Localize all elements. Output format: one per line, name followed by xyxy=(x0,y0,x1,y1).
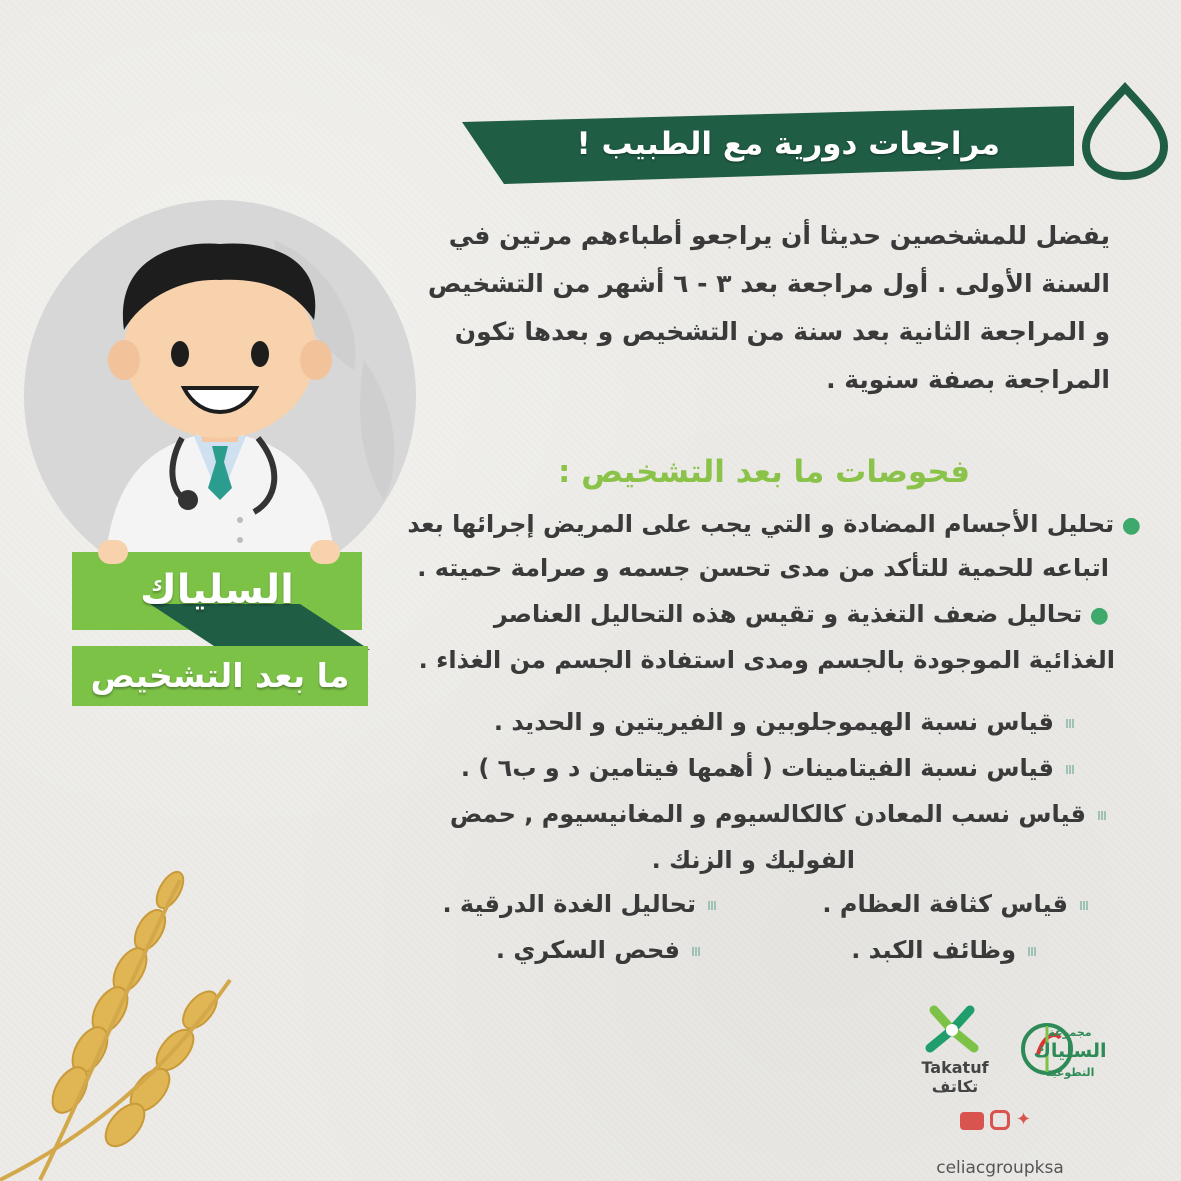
test-text: تحاليل الغدة الدرقية . xyxy=(442,890,696,918)
section-heading: فحوصات ما بعد التشخيص : xyxy=(557,454,970,490)
group-top-label: مجموعة xyxy=(1048,1026,1092,1039)
instagram-icon[interactable] xyxy=(990,1110,1010,1130)
wheat-decoration-icon xyxy=(0,860,260,1181)
list-item-continuation: اتباعه للحمية للتأكد من مدى تحسن جسمه و صرامة حميته . xyxy=(417,554,1109,582)
test-item xyxy=(421,886,721,922)
takatuf-logo-icon xyxy=(920,1000,984,1060)
square-bullet-icon xyxy=(692,947,701,956)
square-bullet-icon xyxy=(708,901,717,910)
list-item xyxy=(409,596,1109,634)
takatuf-en: Takatuf xyxy=(921,1058,989,1077)
youtube-icon[interactable] xyxy=(960,1112,984,1130)
bullet-icon: ● xyxy=(1114,513,1141,538)
doctor-illustration-circle xyxy=(24,200,416,592)
test-item xyxy=(465,932,705,968)
test-text: فحص السكري . xyxy=(495,936,680,964)
takatuf-logo-text xyxy=(900,1058,1010,1096)
social-icons xyxy=(960,1110,1040,1134)
ribbon-subtitle: ما بعد التشخيص xyxy=(90,656,350,695)
intro-line: و المراجعة الثانية بعد سنة من التشخيص و بعدها تكون xyxy=(454,317,1110,346)
test-text: قياس نسب المعادن كالكالسيوم و المغانيسيوم , حمض xyxy=(449,800,1086,828)
ribbon-title: السلياك xyxy=(140,567,294,613)
test-item xyxy=(821,932,1041,968)
list-item-continuation: الغذائية الموجودة بالجسم ومدى استفادة الجسم من الغذاء . xyxy=(418,646,1115,674)
square-bullet-icon xyxy=(1066,719,1075,728)
test-item xyxy=(429,704,1079,740)
square-bullet-icon xyxy=(1066,765,1075,774)
test-item xyxy=(411,796,1111,832)
bullet-text: تحاليل ضعف التغذية و تقيس هذه التحاليل العناصر xyxy=(493,600,1083,628)
hand-right xyxy=(310,540,340,564)
square-bullet-icon xyxy=(1080,901,1089,910)
bullet-icon: ● xyxy=(1082,603,1109,628)
test-item xyxy=(429,750,1079,786)
square-bullet-icon xyxy=(1028,947,1037,956)
test-item-continuation: الفوليك و الزنك . xyxy=(651,846,855,874)
doctor-icon xyxy=(24,200,416,592)
test-text: قياس كثافة العظام . xyxy=(822,890,1068,918)
group-name: السلياك xyxy=(1033,1040,1107,1062)
header-title: مراجعات دورية مع الطبيب ! xyxy=(576,126,1000,162)
intro-paragraph xyxy=(420,212,1110,404)
takatuf-ar: تكاتف xyxy=(931,1077,979,1096)
test-text: قياس نسبة الفيتامينات ( أهمها فيتامين د و ب٦ ) . xyxy=(460,754,1054,782)
hand-left xyxy=(98,540,128,564)
twitter-icon[interactable]: ✦ xyxy=(1016,1109,1032,1130)
test-item xyxy=(813,886,1093,922)
social-handle[interactable]: celiacgroupksa xyxy=(936,1158,1064,1178)
group-sub-label: التطوعية xyxy=(1045,1066,1095,1079)
test-text: وظائف الكبد . xyxy=(851,936,1016,964)
intro-line: السنة الأولى . أول مراجعة بعد ٣ - ٦ أشهر من التشخيص xyxy=(427,269,1110,298)
list-item xyxy=(401,506,1141,544)
number-badge xyxy=(1080,80,1170,180)
test-text: قياس نسبة الهيموجلوبين و الفيريتين و الحديد . xyxy=(493,708,1054,736)
intro-line: يفضل للمشخصين حديثا أن يراجعو أطباءهم مرتين في xyxy=(448,221,1110,250)
intro-line: المراجعة بصفة سنوية . xyxy=(826,365,1110,394)
bullet-text: تحليل الأجسام المضادة و التي يجب على المريض إجرائها بعد xyxy=(407,510,1115,538)
square-bullet-icon xyxy=(1098,811,1107,820)
